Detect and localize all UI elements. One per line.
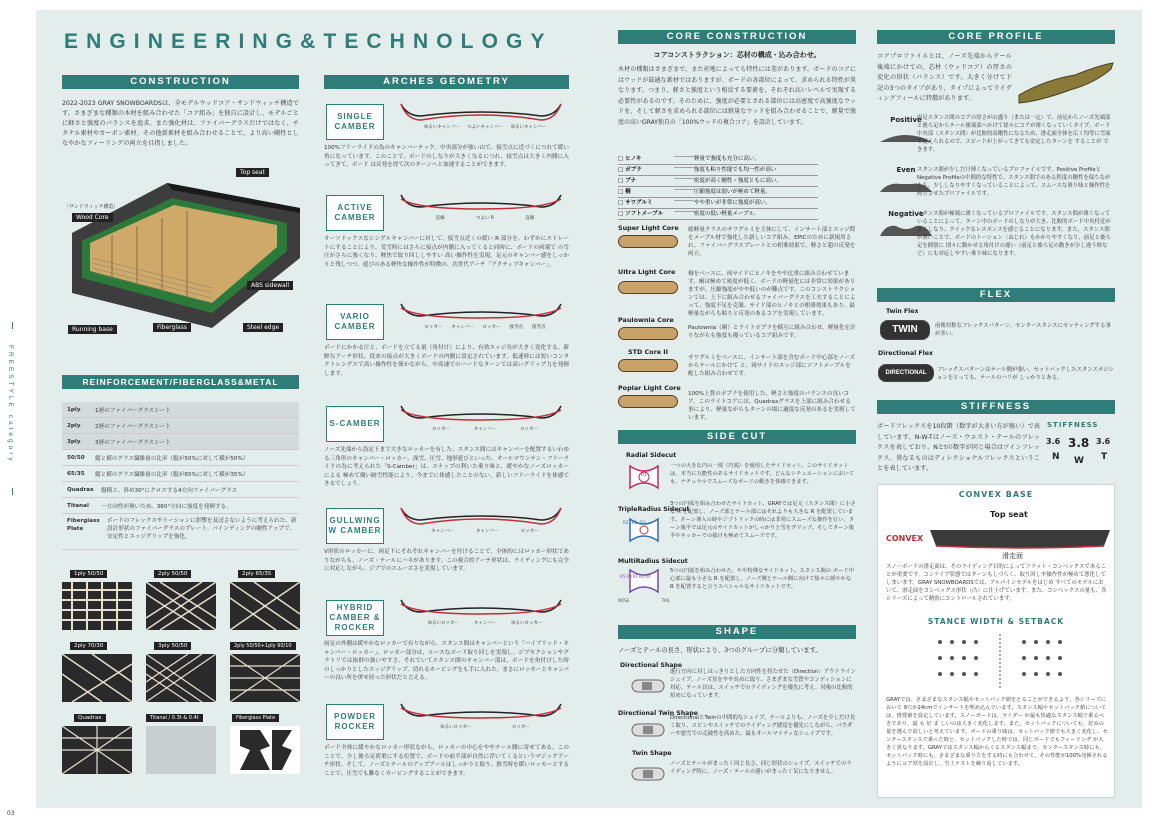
fiberglass-swatches [62, 570, 302, 775]
wood-row: □ 桐 ---------- 圧縮強度は弱いが極めて軽量。 [618, 187, 818, 198]
core-illustration [618, 395, 678, 408]
arch-tag: ロッカー [520, 427, 538, 432]
arch-profile-diagram [397, 98, 565, 140]
side-category-label: FREESTYLE category [7, 345, 14, 464]
label-fiberglass: Fiberglass [153, 323, 191, 332]
arch-tag: ゆるいキャンバー [510, 125, 547, 130]
arch-profile-diagram [397, 298, 565, 340]
arch-tag: キャンバー [476, 529, 499, 534]
swatch: Titanal / 0.3t & 0.4t [146, 714, 216, 776]
arch-tags [420, 426, 550, 432]
arch-tag: 直線 [435, 216, 445, 221]
label-wood-core: Wood Core [72, 213, 113, 222]
shape-header: SHAPE [618, 625, 856, 639]
twin-flex-badge: TWIN [880, 320, 930, 340]
arch-tags [420, 620, 550, 626]
flex-name: Directional Flex [878, 350, 933, 357]
core-illustration [618, 281, 678, 294]
construction-header: CONSTRUCTION [62, 75, 299, 89]
core-item: Ultra Light Core 桐をベースに、両サイドにヒノキをやや比重に組み合わせています。桐は極めて密度が低く、ボードの軽量化には非常に効果がありますが、圧縮強度がやや低いのが難点です。このコンストラクションでは、上下に組み合わせるファイバーグラスを工夫することによって、強度不足を克服。サイド部のヒノキとの相乗効果もあり、最軽量ながらも粘りと反発のあるコアを実現しています。 [618, 268, 856, 317]
core-construction-subtitle: コアコンストラクション：芯材の構成・込み合わせ。 [653, 51, 821, 59]
twin-shape-icon [630, 764, 666, 784]
convex-top-seat: Top seat [990, 510, 1028, 519]
arch-profile-diagram [397, 400, 565, 442]
arch-label: POWDER ROCKER [326, 704, 384, 740]
flex-name: Twin Flex [886, 308, 919, 315]
arch-profile-diagram [397, 502, 565, 544]
arch-desc: ボードにかかる圧と、ボードを立てる量（角付け）により、有効エッジ長が大きく変化する、新鮮なアーチ形状。従来の接点が大きくボードの内側に設定されています。低速時には短いコンタクトレングスで高い操作性を僅かながら、中高速でのハードなターンでは高いグリップ力を発揮します。 [324, 345, 569, 377]
shape-desc: DirectionalとTwinの中間的なシェイプ。テールよりも、ノーズを少しだけ長く取り、スピンやスイッチでのライディング感覚を優先にしながら、パウダーや悪雪での走破性を高めた、最もオールマイティなシェイプです。 [670, 715, 856, 737]
stance-header: STANCE WIDTH & SETBACK [927, 617, 1065, 626]
construction-text: 2022-2023 GRAY SNOWBOARDSは、全モデルウッドコア・サンドウィッチ構造です。さまざまな種類の木材を組み合わせた「コア組み」を独自に設計し、モデルごとに軽さと強度のバランスを追求。また強化材は、ファイバーグラスだけではなく、チタナル素材やカーボン素材、その他新素材を組み合わせることで、より高い剛性としなやかなフィーリングの両立を目指しました。 [62, 100, 299, 147]
stiffness-text: ボードフレックスを10段階（数字が大きい方が強い）で表しています。N-W-Tはノーズ・ウエスト・テールのフレックスを表しており、Nとtの数字が同じ場合はツインフレックス、異なるものはディレクショナルフレックスということを表しています。 [877, 423, 1040, 472]
core-item: STD Core II サワグルミをベースに、インサート部を含むボード中心部をノーズからテールにかけて と、両サイドのエッジ部にソフトメープルを配した組み合わせです。 [618, 348, 856, 380]
flex-desc: 前後対称なフレックスパターン。センタースタンスにセッティングする事が多い。 [935, 323, 1111, 337]
reinforcement-row: 2ply 2層のファイバーグラスシート [62, 418, 299, 434]
reinforcement-row: 3ply 3層のファイバーグラスシート [62, 434, 299, 450]
sidecut-desc: 3つの円弧を組み合わせたサイドカット。GRAYでは足元（スタンス間）に小さな R を配置し、ノーズ部とテール部にはそれよりも大きな R を配置しています。ターン導入の時やジブトリックの時には非常にスムーズな操作を行い、ターン後半では足元のサイドカットがしっかりと雪をグリップ。そしてターン後半やキッカーでの抜けも極めてスムーズです。 [670, 501, 856, 539]
arch-tag: ゆるいキャンバー [423, 125, 460, 130]
wood-row: □ サワグルミ ---------- やや重いが非常に強度が高い。 [618, 198, 818, 209]
core-profile-text: コアプロファイルとは、ノーズ先端からテール後端にかけての、芯材（ウッドコア）の厚さの変化の形状（バランス）です。大きく分けて下記の3つのタイプがあり、タイプによってライディングフィールに特徴があります。 [877, 53, 1012, 102]
arch-desc: V形状のロッカーに、両足下にそれぞれキャンバーを付けることで、全体的にはロッカー形状でありながらも、ノーズ・テールにハネがあります。この複合的アーチ形状は、ライディングにも完全に対応しながら、ジブでのスムーズさを実現しています。 [324, 549, 569, 573]
stiffness-w-value: 3.8 [1068, 436, 1090, 450]
arch-tag: ゆるいロッカー [511, 621, 543, 626]
sidecut-name: TripleRadius Sidecut [618, 506, 690, 513]
reinforcement-header: REINFORCEMENT/FIBERGLASS&METAL [62, 375, 299, 389]
convex-header: CONVEX BASE [958, 490, 1034, 499]
directional-twin-icon [630, 720, 666, 740]
convex-diagram [930, 520, 1110, 550]
arch-desc: 100%フリーライドの為のキャンバーテック。中央部分が強い山で、接雪点に近づくにつれて緩い角になっています。このことで、ボードのしなりが大きくなるにつれ、接雪点は大きく内側に入ってきて、ボード は反発を得て次のターンへと加速することができます。 [324, 145, 569, 169]
stiffness-header: STIFFNESS [877, 400, 1115, 414]
arch-tag: 接雪点 [531, 325, 546, 330]
reinforcement-row: Fiberglass Plate ボードのフレックスやトーションに影響を及ぼさないように考えられた、新設計形状のファイバーグラスのプレート。バインディングの剛性アップで、安定性とエッジグリップを強化。 [62, 514, 299, 550]
arch-tags [420, 324, 550, 330]
label-running-base: Running base [68, 325, 117, 334]
reinforcement-row: 50/50 縦と横のグラス繊維量の比率（縦が50%に対して横が50%） [62, 450, 299, 466]
swatch: 3ply 50/50 [146, 642, 216, 704]
arch-tag: キャンバー [451, 325, 474, 330]
arch-tag: つよい R [475, 216, 495, 221]
arches-header: ARCHES GEOMETRY [324, 75, 569, 89]
core-item: Paulownia Core Paulownia（桐）とライトポプラを横互に組み合わせ、軽量化を計りながらも強度も優っているコア組みです。 [618, 316, 856, 339]
arch-desc: 両足の外側は緩やかなロッカーで有りながら、スタンス間はキャンバーという「ハイブリッド・キャンバー・ロッカー」。ロッカー部分は、ルースなボード取り回しを実現し、ジブセクションやグラトリでは抜群の扱いやすさ。それでいてスタンス間のキャンバー部は、ボードを角付けした時のしっかりとしたエッジグリップ、切れるカービングをも手に入れた。まさにロッカーとキャンバーの良い所を併せ持った形状だと言える。 [324, 641, 569, 682]
arch-label: VARIO CAMBER [326, 304, 384, 340]
core-illustration [618, 235, 678, 248]
arch-profile-diagram [397, 698, 565, 740]
arch-tag: つよいキャンバー [467, 125, 503, 130]
side-tick [12, 322, 13, 329]
swatch: Quadrax [62, 714, 132, 776]
swatch: 2ply 50/50 [146, 570, 216, 632]
shape-name: Twin Shape [632, 750, 672, 757]
arch-tag: ロッカー [520, 529, 539, 534]
directional-flex-badge: DIRECTIONAL [878, 364, 934, 382]
reinforcement-row: 1ply 1層のファイバーグラスシート [62, 402, 299, 418]
shape-intro: ノーズとテールの長さ、形状により、3つのグループに分類しています。 [618, 647, 822, 654]
stance-diagram [900, 632, 1100, 690]
core-item: Poplar Light Core 100%上質のポプラを使用した、軽さと強度のバランスの良いコア。このライトコアには、Quadraxグラスを上部に組み合わせる事により、軽量ながらもターンの場に適度な反発のあるを実現しています。 [618, 384, 856, 421]
multi-radius-icon [618, 566, 670, 596]
arch-tag: ゆるいロッカー [440, 725, 472, 730]
stiffness-w: W [1074, 456, 1084, 466]
arch-tag: ロッカー [511, 725, 530, 730]
flex-desc: フレックスパターンはテール側が強い。セットバックしたスタンスポジションをとっても、テールのハリが しっかりとある。 [937, 367, 1114, 381]
convex-label: CONVEX [886, 534, 924, 543]
stiffness-n-value: 3.6 [1046, 437, 1061, 446]
swatch: 1ply 50/50 [62, 570, 132, 632]
sidecut-tag: R1 [641, 473, 647, 478]
sandwich-caption: ［サンドウィッチ構造］ [64, 204, 119, 210]
core-profile-illustration [1015, 55, 1115, 105]
reinforcement-list [62, 402, 299, 550]
core-profile-header: CORE PROFILE [877, 30, 1115, 44]
profile-desc: 両足スタンス間のコアの厚さが山盛り（または一定）で、前足からノーズ先端部と後ろ足からテール後端部へかけて徐々にコアが薄くなっていくタイプ。ボード中央部（スタンス間）が比較的高剛性になるため、滑走面全体を広く均等に雪面で捉えられるので、スピードが上がってきても安定したターンを することが できます。 [917, 115, 1111, 153]
sandwich-diagram [62, 163, 302, 333]
arch-tag: ロッカー [482, 325, 501, 330]
stiffness-label: STIFFNESS [1047, 421, 1099, 429]
shape-desc: 進行方向に対しはっきりとした方向性を持たせた（Direction）アウトラインシェイプ。ノーズ長をやや長めに取り、さまざまな雪質やコンディションに対応。テール長は、スイッチでのライディングを優先に考え、対複の比較的短めになっています。 [670, 669, 856, 699]
profile-name: Even [896, 166, 916, 174]
sidecut-tags: R2 R1 R3 [623, 520, 646, 525]
core-item: Super Light Core 総軽量クラスのサワグルミを主体にして、インサート部とエッジ際をメープル材で強化した新しいコア組み。EPICのために新規用され、ファイバーグラスプレートとの相乗効果で、軽さと超の反発を両立。 [618, 224, 856, 257]
profile-name: Positive [890, 116, 922, 124]
arch-desc: オーソドックスなシングルキャンバーに対して、接雪点近くの緩い R 部分を、わずかにストレートにすることにより、荒雪時にはさらに接点が内側に入ってくると同時に、ボードの両端で の雪圧がさらに強くなり、軽快で取り回ししやすい 高い操作性を実現。足元のキャンバー感をしっかりと残しつつ、遊びのある軽快な操作性が特徴の、次世代アーチ「アクティブキャンバー」。 [324, 236, 569, 268]
arch-tags [420, 124, 550, 130]
profile-desc: スタンス間が極端に薄くなっているプロファイルです。スタンス間が薄くなっていることによって、ターン中のボードのしなりが大き、比較的ボード中央付近が 多くしなり、クイックなレスポンスを感じることになります。また、スタンス間が薄いことで、ボードのトーション（ねじれ）もかかりやすくなり、前足と後ろ足を個別に 別々に動かせる角付けの違い（前足と後ろ足の動きが少し違う時など）にも対応しやすい乗り味になります。 [917, 211, 1111, 257]
swatch: 2ply 70/30 [62, 642, 132, 704]
sidecut-desc: 5つの円弧を組み合わせた、やや特殊なサイドカット。スタンス間の ボード中心部に最も小さな R を配置し、ノーズ側とテール側に向けて徐々に緩やかな R を配置すると言うスペシャルなサイドカットです。 [670, 568, 854, 590]
wood-row: □ ヒノキ ---------- 軽量で強度も充分に高い。 [618, 154, 818, 165]
stiffness-t-value: 3.6 [1096, 437, 1111, 446]
label-top-seat: Top seat [236, 168, 269, 177]
arch-tags [420, 528, 550, 534]
reinforcement-row: Titanal 一方向性が無いため、360°方向に強度を発揮する。 [62, 498, 299, 514]
page-number: 03 [7, 810, 15, 817]
directional-shape-icon [630, 676, 666, 696]
convex-text: スノーボードの滑走面は、そのライディング目的によってフラット・コンベックスであることが重要です。コンケイブ状態ではターンもしづらく、取り回しや操作性が極めて悪化してしまいます。GRAY SNOWBOARDSでは、アルパインモデルをはじめ すべてのモデルにおいて、滑走面をコンベックス形状（凸）に仕上げています。また、コンベックスの量も、各シリーズによって精密にコントロールされています。 [886, 564, 1107, 602]
arch-tag: キャンバー [473, 621, 497, 626]
arch-label: HYBRID CAMBER & ROCKER [326, 600, 384, 636]
flex-header: FLEX [877, 288, 1115, 302]
arch-desc: ボード全体に緩やかなロッカー形状ながら、ロッカーの中心をややテール側に寄せてある。このことで、少し後ろ足荷重にする位置で、ボードの前半部が自然に浮いてくるというマジックアーチ形状。そして、ノーズとテールのアップアールはしっかりと取り、推雪時を緩いロッカーとすることで、圧雪でも難なくカービングすることができます。 [324, 745, 569, 777]
sidecut-name: Radial Sidecut [626, 452, 677, 459]
stiffness-n: N [1052, 452, 1060, 462]
wood-row: □ ポプラ ---------- 強度も粘り性能でも均一性が高い [618, 165, 818, 176]
wood-row: □ ブナ ---------- 密度が高く剛性・強度ともに高い。 [618, 176, 818, 187]
arch-profile-diagram [397, 189, 565, 231]
core-illustration [618, 359, 678, 372]
arch-tag: 直線 [525, 216, 535, 221]
sidecut-tags: R5 R3 R1 R2 R4 [620, 574, 651, 579]
swatch: 2ply 50/50+1ply 90/10 [230, 642, 300, 704]
nose-tail-labels: NOSE TAIL [618, 598, 670, 603]
arch-profile-diagram [397, 594, 565, 636]
arch-label: ACTIVE CAMBER [326, 195, 384, 231]
profile-desc: スタンス間が少しだけ薄くなっているプロファイルです。Positive ProfileとNegative Profileの中間的な特性で、スタンス間でのある程度の剛性を保ちながらも、少ししなりやすくなっていることによって、スムースな乗り味と操作性を両立させたプロファイルです。 [917, 167, 1111, 197]
label-abs-sidewall: ABS sidewall [247, 281, 293, 290]
arch-tags [420, 215, 550, 221]
swatch: Fiberglass Plate [230, 714, 300, 776]
side-cut-header: SIDE CUT [618, 430, 856, 444]
reinforcement-row: 65/35 縦と横のグラス繊維量の比率（縦が65%に対して横が35%） [62, 466, 299, 482]
arch-tags [420, 724, 550, 730]
side-tick [12, 488, 13, 495]
arch-label: S-CAMBER [326, 406, 384, 442]
arch-tag: ロッカー [424, 325, 443, 330]
label-steel-edge: Steel edge [243, 323, 283, 332]
shape-name: Directional Shape [620, 662, 683, 669]
core-construction-text: 木材の種類はさまざまで、また産地によっても特性には差があります。ボードのコアにはウッドが最適な素材ではありますが、ボードの各部位によって、求められる特性が異なります。つまり、軽さと強度という相反する要素を、それぞれ高いレベルで実現する必要性があるのです。そのために、強度が必要とされる部位には高密度で高強度なウッドを、そして軽さを求められる部位には軽量なウッドを組み合わせることで、軽量で強度の高いGRAY独自の「100%ウッドの複合コア」を設計しています。 [618, 66, 856, 126]
arch-label: GULLWING W CAMBER [326, 508, 384, 544]
shape-desc: ノーズとテールがまったく同じ長さ、同じ形状のシェイプ。スイッチでのライディング時に、ノーズ・テールの違いがまったく気になりません。 [670, 761, 852, 775]
arch-tag: ゆるいロッカー [427, 621, 459, 626]
wood-row: □ ソフトメープル ---------- 密度の低い軽量メープル。 [618, 209, 818, 220]
swatch: 2ply 65/35 [230, 570, 300, 632]
arch-tag: キャンバー [431, 529, 454, 534]
arch-label: SINGLE CAMBER [326, 104, 384, 140]
shape-name: Directional Twin Shape [618, 710, 698, 717]
arch-tag: 接雪点 [509, 325, 523, 330]
stance-text: GRAYでは、さまざまなスタンス幅やセットバック値をとることができるよう、各シリーズにおいて 9穴か24cmでインサートを埋め込んでいます。スタンス幅やセットバック値については、推奨値を設定しています。スノーボードは、ライダー が最も快適なスタンス幅で乗るべきであり、最 も 好 ま しいのは大きく変化します。また、セットバックについても、好みの量を選んで欲しいと考えています。ボードの乗り味は、セットバック値でも大きく変化し、センタースタンスで乗った時と、セットバックした時では、同じボードでもフィーリング が大きく異なります。GRAYではスタンス幅からくるスタンス幅まで、センタースタンス時にも、セットバック時にも、さまざまな乗り方をする時にも合わせて、その性能が100%発揮されるようにコア厚を設計し、雪上テストを繰り返しています。 [886, 697, 1108, 767]
stiffness-t: T [1101, 452, 1108, 462]
convex-base-label: 滑走面 [1002, 552, 1023, 560]
sidecut-name: MultiRadius Sidecut [618, 558, 688, 565]
core-illustration [618, 327, 678, 340]
profile-name: Negative [888, 210, 924, 218]
sidecut-desc: 一つの大きな円の一部（円弧）を使用したサイドカット。このサイドカットは、本当に万能性のあるサイドカットです。どんなシチュエーションにおいても、ナチュラルでスムーズなボードの動きを体感できます。 [670, 463, 855, 485]
reinforcement-row: Quadrax 縦横と、斜め30°にクロスする4方向ファイバーグラス [62, 482, 299, 498]
page-title: ENGINEERING&TECHNOLOGY [64, 30, 553, 53]
arch-tag: ロッカー [431, 427, 450, 432]
arch-desc: ノーズ先端から設定下まで大きなロッカーを有した、スタンス間にはキャンバーを配置するいわゆる三角形のキャンバー・ロッカー。深雪、圧雪、地形遊びといった、オールマウンテン・フリーライドの為に考えられた「S-Camber」は、スナップの利いた乗り味と、緩やかなノーズロッカーによる 極めて優い跡雪性能により、今までに体感したことのない、新しいフリーライドを体感できるでしょう。 [324, 447, 569, 488]
wood-list [618, 154, 818, 220]
core-construction-header: CORE CONSTRUCTION [618, 30, 856, 44]
arch-tag: キャンバー [473, 427, 497, 432]
